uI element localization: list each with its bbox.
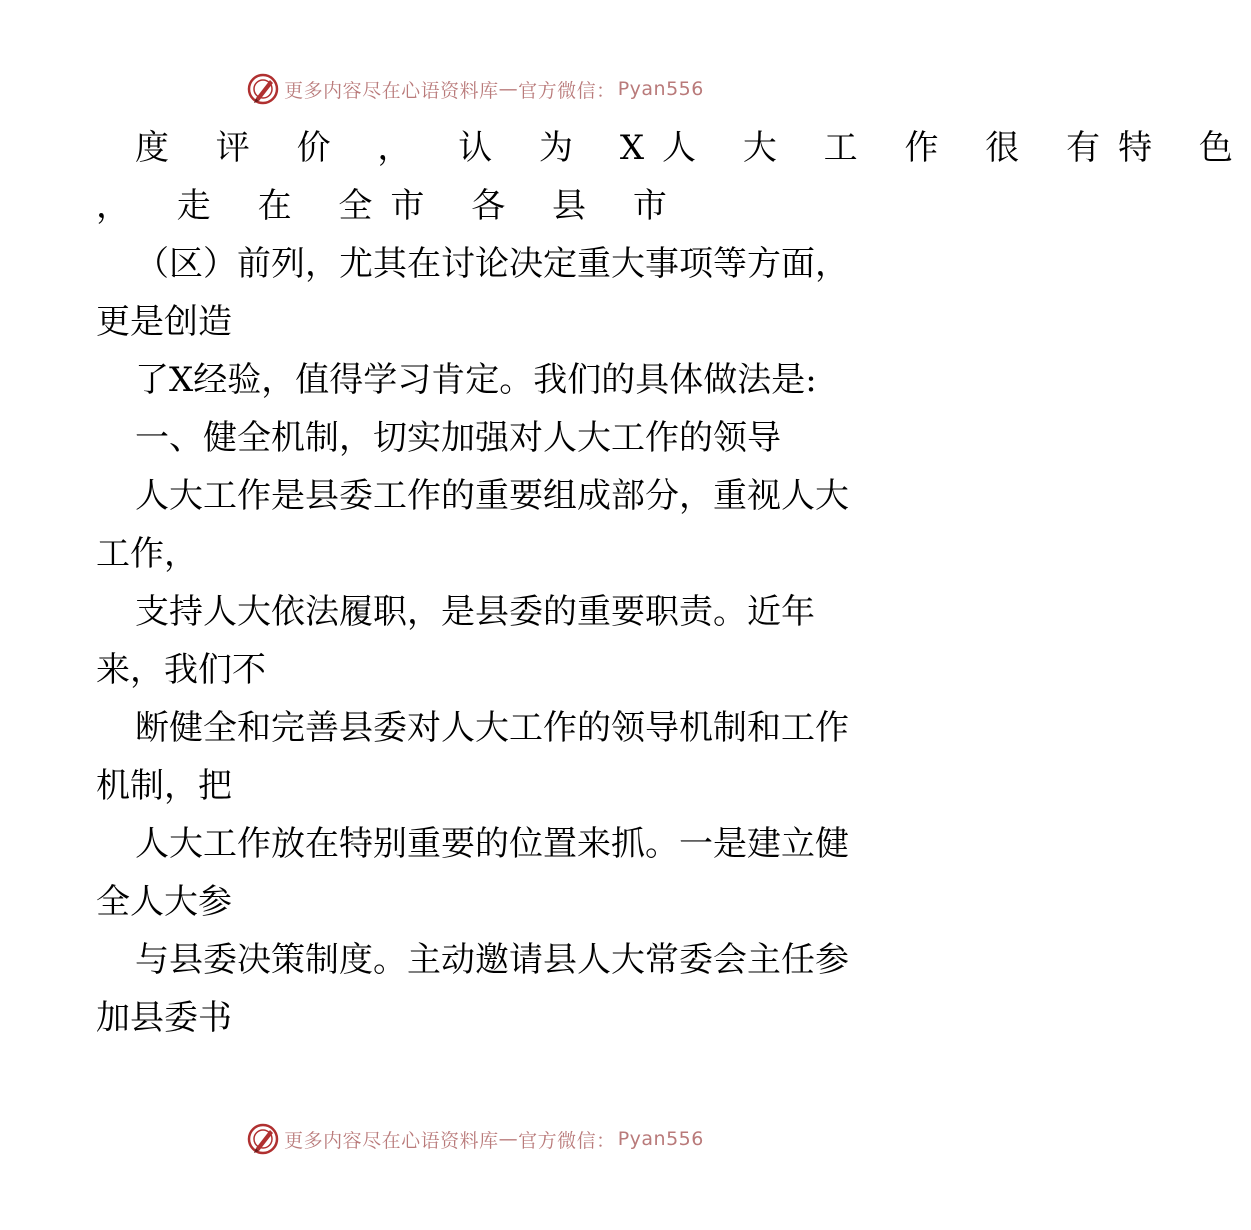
text-line: 加县委书 [96, 998, 232, 1038]
watermark-text: 更多内容尽在心语资料库 [284, 1129, 499, 1152]
text-line: ， 走 在 全市 各 县 市 [96, 186, 685, 226]
text-line: 与县委决策制度。主动邀请县人大常委会主任参 [135, 940, 849, 980]
watermark-text: 更多内容尽在心语资料库 [284, 79, 499, 102]
pen-logo-icon [246, 72, 280, 106]
header-watermark [0, 72, 950, 106]
text-line: 了X经验，值得学习肯定。我们的具体做法是: [135, 360, 817, 400]
text-line: 机制，把 [96, 766, 232, 806]
text-line: 人大工作放在特别重要的位置来抓。一是建立健 [135, 824, 849, 864]
pen-logo-icon [246, 1122, 280, 1156]
watermark-wechat-id: Pyan556 [617, 1128, 704, 1150]
watermark-separator: — [498, 78, 519, 100]
watermark-wechat-label: 官方微信： [518, 1129, 616, 1152]
text-line: 来，我们不 [96, 650, 266, 690]
watermark-separator: — [498, 1128, 519, 1150]
watermark-wechat-label: 官方微信： [518, 79, 616, 102]
watermark-wechat-id: Pyan556 [617, 78, 704, 100]
text-line: 一、健全机制，切实加强对人大工作的领导 [135, 418, 781, 458]
text-line: 支持人大依法履职，是县委的重要职责。近年 [135, 592, 815, 632]
footer-watermark [0, 1122, 950, 1156]
text-line: 断健全和完善县委对人大工作的领导机制和工作 [135, 708, 849, 748]
text-line: 更是创造 [96, 302, 232, 342]
text-line: 人大工作是县委工作的重要组成部分，重视人大 [135, 476, 849, 516]
text-line: 全人大参 [96, 882, 232, 922]
text-line: 度 评 价 ， 认 为 X人 大 工 作 很 有特 色 [135, 128, 1251, 168]
text-line: 工作， [96, 534, 198, 574]
text-line: （区）前列，尤其在讨论决定重大事项等方面， [135, 244, 849, 284]
